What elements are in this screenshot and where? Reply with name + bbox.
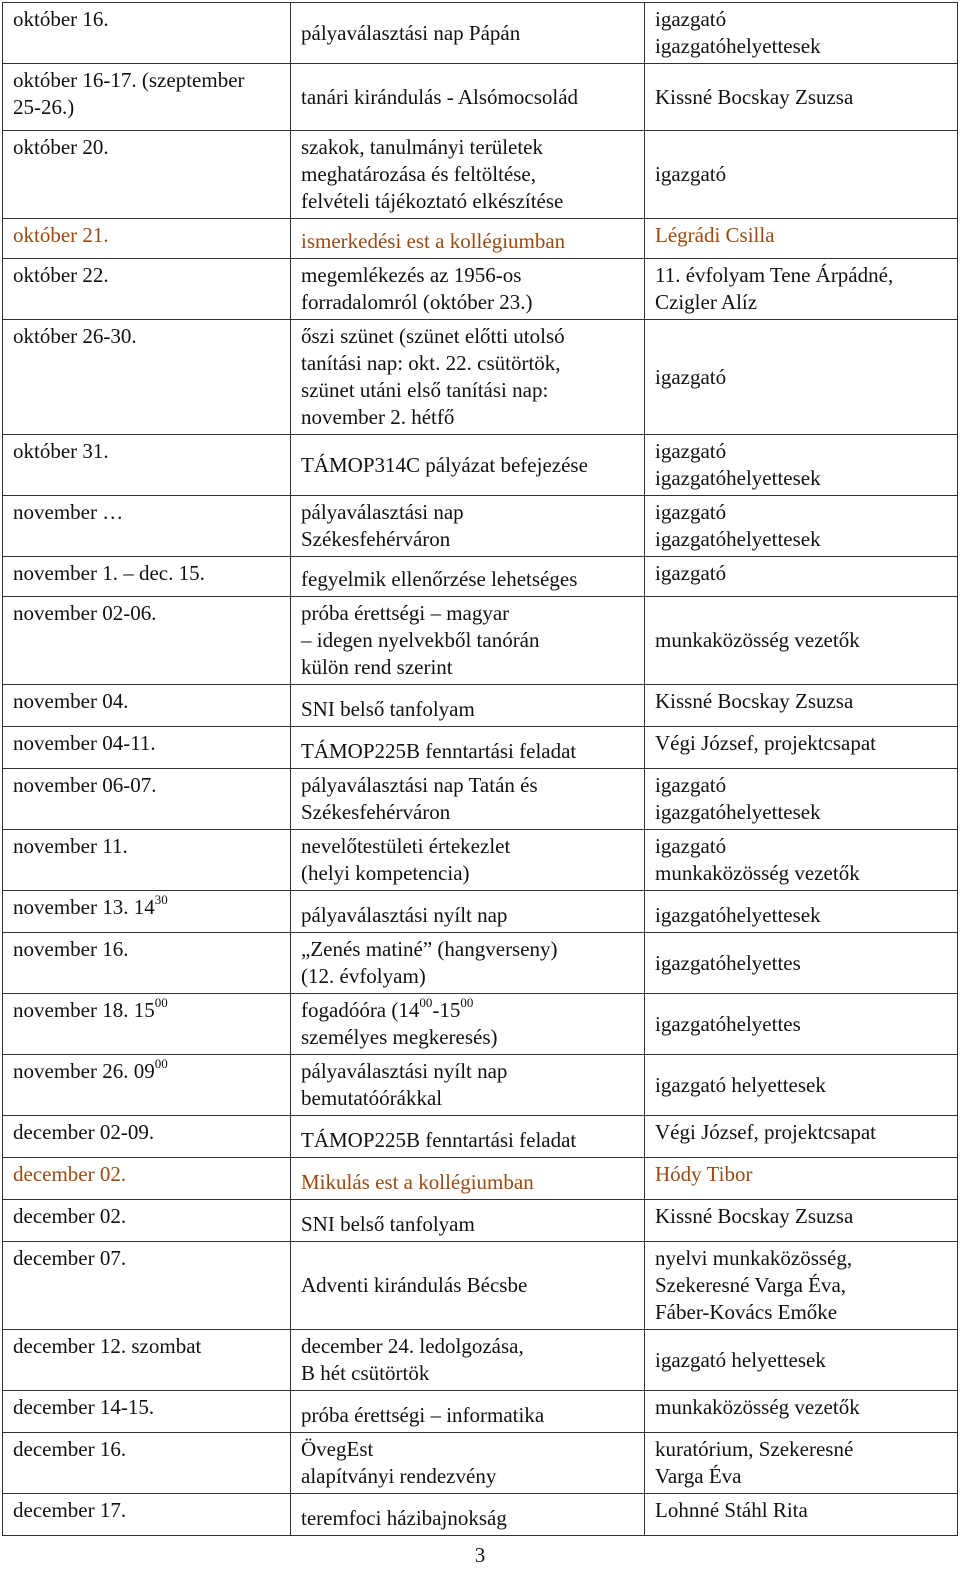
responsible-cell [645,320,958,435]
event-cell [291,1330,645,1391]
event-text: „Zenés matiné” (hangverseny) [301,937,558,961]
date-cell [3,1055,291,1116]
responsible-text: igazgató helyettesek [655,1072,826,1097]
responsible-text: nyelvi munkaközösség, [655,1246,853,1270]
responsible-cell [645,1200,958,1242]
date-cell [3,557,291,597]
date-cell [3,320,291,435]
event-cell [291,830,645,891]
event-text: őszi szünet (szünet előtti utolsó [301,324,565,348]
table-row [3,3,958,64]
responsible-text: igazgatóhelyettes [655,950,801,975]
date-text: 25-26.) [13,95,75,119]
table-row [3,1116,958,1158]
event-text: – idegen nyelvekből tanórán [301,628,540,652]
responsible-cell [645,1242,958,1330]
event-text: TÁMOP314C pályázat befejezése [301,452,588,477]
responsible-text: Fáber-Kovács Emőke [655,1300,838,1324]
responsible-text: igazgató [655,834,727,858]
responsible-text: igazgató [655,439,727,463]
event-text: Mikulás est a kollégiumban [301,1170,534,1194]
table-row [3,1330,958,1391]
event-text: próba érettségi – magyar [301,601,510,625]
time-superscript: 00 [460,995,474,1010]
responsible-text: Varga Éva [655,1464,742,1488]
responsible-cell [645,685,958,727]
table-row [3,933,958,994]
event-text: meghatározása és feltöltése, [301,162,536,186]
event-cell [291,64,645,131]
table-row [3,685,958,727]
date-text: november 26. 09 [13,1059,155,1083]
date-text: november 11. [13,834,128,858]
table-row [3,891,958,933]
event-text: külön rend szerint [301,655,453,679]
responsible-cell [645,933,958,994]
time-superscript: 00 [154,1056,168,1071]
date-text: december 14-15. [13,1395,155,1419]
table-row [3,1242,958,1330]
table-row-highlighted [3,219,958,259]
responsible-text: Szekeresné Varga Éva, [655,1273,847,1297]
event-text: bemutatóórákkal [301,1086,443,1110]
event-text: Adventi kirándulás Bécsbe [301,1273,528,1297]
responsible-cell [645,64,958,131]
date-cell [3,769,291,830]
responsible-cell [645,219,958,259]
event-text: Székesfehérváron [301,527,451,551]
event-text: felvételi tájékoztató elkészítése [301,189,564,213]
table-row [3,1433,958,1494]
event-text: fegyelmik ellenőrzése lehetséges [301,567,578,591]
event-text: pályaválasztási nap Pápán [301,20,521,45]
date-text: november 06-07. [13,773,157,797]
table-row-highlighted [3,1158,958,1200]
event-text: SNI belső tanfolyam [301,1212,475,1236]
date-cell [3,1200,291,1242]
event-text: ismerkedési est a kollégiumban [301,229,566,253]
event-cell [291,933,645,994]
date-cell [3,1158,291,1200]
time-superscript: 00 [419,995,433,1010]
date-text: december 02-09. [13,1120,155,1144]
event-cell [291,685,645,727]
table-row [3,1391,958,1433]
responsible-text: Kissné Bocskay Zsuzsa [655,689,854,713]
responsible-text: igazgatóhelyettes [655,1011,801,1036]
date-text: december 16. [13,1437,127,1461]
table-row [3,320,958,435]
event-cell [291,727,645,769]
time-superscript: 00 [154,995,168,1010]
responsible-cell [645,1055,958,1116]
event-text: -15 [432,998,461,1022]
event-cell [291,496,645,557]
date-text: november 18. 15 [13,998,155,1022]
event-cell [291,1116,645,1158]
event-cell [291,131,645,219]
date-text: november … [13,500,124,524]
responsible-text: munkaközösség vezetők [655,1395,860,1419]
responsible-text: igazgató [655,7,727,31]
responsible-cell [645,1116,958,1158]
date-text: november 02-06. [13,601,157,625]
event-cell [291,1055,645,1116]
responsible-text: igazgató [655,773,727,797]
date-cell [3,1242,291,1330]
responsible-text: igazgató [655,561,727,585]
date-text: október 16-17. (szeptember [13,68,245,92]
responsible-text: igazgatóhelyettesek [655,903,821,927]
event-text: alapítványi rendezvény [301,1464,497,1488]
table-row [3,769,958,830]
event-text: (12. évfolyam) [301,964,426,988]
event-text: próba érettségi – informatika [301,1403,545,1427]
table-row [3,830,958,891]
date-cell [3,891,291,933]
event-cell [291,994,645,1055]
date-text: december 02. [13,1204,127,1228]
responsible-cell [645,830,958,891]
date-text: december 02. [13,1162,127,1186]
date-cell [3,830,291,891]
event-text: TÁMOP225B fenntartási feladat [301,1128,577,1152]
responsible-text: igazgatóhelyettesek [655,800,821,824]
responsible-cell [645,496,958,557]
date-cell [3,219,291,259]
event-text: B hét csütörtök [301,1361,430,1385]
date-cell [3,259,291,320]
date-cell [3,1391,291,1433]
event-text: pályaválasztási nyílt nap [301,1059,508,1083]
responsible-cell [645,259,958,320]
date-text: október 16. [13,7,109,31]
date-text: december 17. [13,1498,127,1522]
event-cell [291,597,645,685]
event-cell [291,1158,645,1200]
date-cell [3,1330,291,1391]
responsible-cell [645,727,958,769]
event-text: szünet utáni első tanítási nap: [301,378,549,402]
event-text: személyes megkeresés) [301,1025,498,1049]
date-cell [3,496,291,557]
table-row [3,994,958,1055]
date-cell [3,3,291,64]
date-text: október 20. [13,135,109,159]
date-text: október 22. [13,263,109,287]
event-text: nevelőtestületi értekezlet [301,834,511,858]
table-row [3,727,958,769]
event-text: Székesfehérváron [301,800,451,824]
schedule-table [2,2,958,1536]
date-text: november 04-11. [13,731,156,755]
date-text: október 31. [13,439,109,463]
event-text: szakok, tanulmányi területek [301,135,544,159]
date-text: november 04. [13,689,129,713]
date-cell [3,994,291,1055]
date-text: december 12. szombat [13,1334,202,1358]
date-cell [3,64,291,131]
responsible-text: Légrádi Csilla [655,223,775,247]
event-text: pályaválasztási nap Tatán és [301,773,538,797]
responsible-text: Lohnné Stáhl Rita [655,1498,808,1522]
event-text: tanítási nap: okt. 22. csütörtök, [301,351,561,375]
responsible-text: Kissné Bocskay Zsuzsa [655,84,854,109]
event-text: pályaválasztási nap [301,500,464,524]
date-cell [3,685,291,727]
responsible-text: kuratórium, Szekeresné [655,1437,854,1461]
event-cell [291,1433,645,1494]
event-text: december 24. ledolgozása, [301,1334,524,1358]
responsible-text: igazgatóhelyettesek [655,34,821,58]
date-cell [3,727,291,769]
schedule-table-wrapper [2,2,957,1536]
responsible-text: igazgató [655,500,727,524]
date-cell [3,1433,291,1494]
responsible-text: munkaközösség vezetők [655,861,860,885]
table-row [3,597,958,685]
responsible-text: igazgató [655,364,727,389]
responsible-cell [645,3,958,64]
event-text: tanári kirándulás - Alsómocsolád [301,84,579,109]
event-cell [291,320,645,435]
event-text: november 2. hétfő [301,405,455,429]
event-cell [291,435,645,496]
responsible-cell [645,1158,958,1200]
date-text: október 26-30. [13,324,137,348]
responsible-text: 11. évfolyam Tene Árpádné, [655,263,894,287]
date-cell [3,435,291,496]
responsible-text: igazgatóhelyettesek [655,527,821,551]
event-text: (helyi kompetencia) [301,861,470,885]
responsible-text: Kissné Bocskay Zsuzsa [655,1204,854,1228]
event-cell [291,259,645,320]
responsible-text: Czigler Alíz [655,290,758,314]
event-text: forradalomról (október 23.) [301,290,533,314]
table-row [3,435,958,496]
table-row [3,64,958,131]
responsible-text: igazgató [655,162,727,186]
table-row [3,1200,958,1242]
date-cell [3,1116,291,1158]
event-cell [291,557,645,597]
responsible-cell [645,1330,958,1391]
date-cell [3,1494,291,1536]
responsible-cell [645,769,958,830]
date-text: november 1. – dec. 15. [13,561,205,585]
page-number: 3 [474,1543,486,1567]
event-text: megemlékezés az 1956-os [301,263,522,287]
table-row [3,259,958,320]
responsible-cell [645,1391,958,1433]
date-cell [3,597,291,685]
event-text: TÁMOP225B fenntartási feladat [301,739,577,763]
date-cell [3,933,291,994]
date-text: november 16. [13,937,129,961]
responsible-cell [645,557,958,597]
event-cell [291,1391,645,1433]
responsible-text: igazgató helyettesek [655,1347,826,1372]
responsible-cell [645,131,958,219]
table-row [3,557,958,597]
event-text: ÖvegEst [301,1437,374,1461]
responsible-text: igazgatóhelyettesek [655,466,821,490]
date-cell [3,131,291,219]
responsible-cell [645,435,958,496]
date-text: október 21. [13,223,109,247]
event-cell [291,3,645,64]
event-cell [291,219,645,259]
table-row [3,131,958,219]
table-row [3,1494,958,1536]
event-text: teremfoci házibajnokság [301,1506,507,1530]
responsible-cell [645,1433,958,1494]
event-text: SNI belső tanfolyam [301,697,475,721]
date-text: november 13. 14 [13,895,155,919]
responsible-cell [645,994,958,1055]
event-cell [291,891,645,933]
event-cell [291,1200,645,1242]
time-superscript: 30 [154,892,168,907]
event-text: fogadóóra (14 [301,998,420,1022]
responsible-text: Hódy Tibor [655,1162,753,1186]
responsible-text: Végi József, projektcsapat [655,731,877,755]
responsible-cell [645,891,958,933]
event-cell [291,1494,645,1536]
table-row [3,496,958,557]
table-row [3,1055,958,1116]
responsible-text: munkaközösség vezetők [655,628,860,652]
responsible-cell [645,597,958,685]
event-text: pályaválasztási nyílt nap [301,903,508,927]
responsible-text: Végi József, projektcsapat [655,1120,877,1144]
event-cell [291,1242,645,1330]
responsible-cell [645,1494,958,1536]
date-text: december 07. [13,1246,127,1270]
event-cell [291,769,645,830]
